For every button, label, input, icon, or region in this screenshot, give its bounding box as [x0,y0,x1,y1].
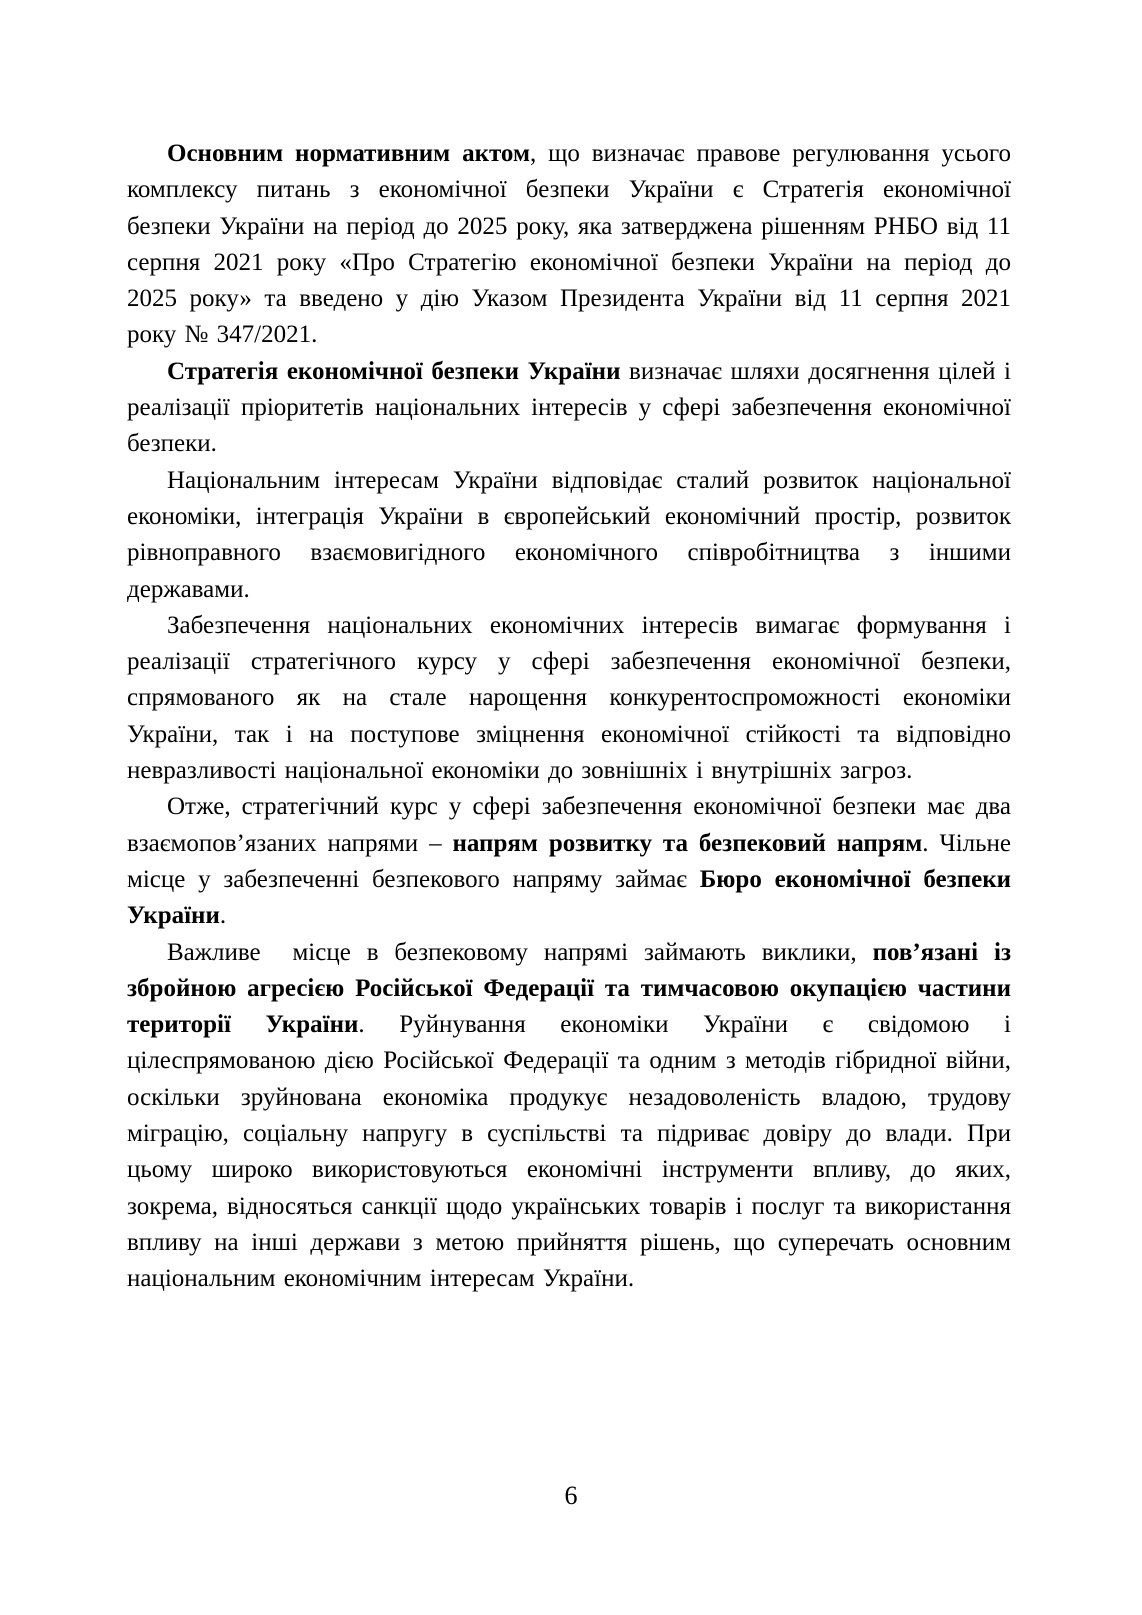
text-run: . Руйнування економіки України є свідомою і цілеспрямованою дією Російської Федерації та одним з методів гібридної війни, оскільки зруйнована економіка продукує незадоволеність владою, трудову міграцію, соціальну напругу в суспільстві та підриває довіру до влади. При цьому широко використовуються економічні інструменти впливу, до яких, зокрема, відносяться санкції щодо українських товарів і послуг та використання впливу на інші держави з метою прийняття рішень, що суперечать основним національним економічним інтересам України. [127,1011,1011,1293]
paragraph-3 [127,463,1011,608]
paragraph-2 [127,354,1011,463]
text-run: Забезпечення національних економічних інтересів вимагає формування і реалізації стратегічного курсу у сфері забезпечення економічної безпеки, спрямованого як на стале нарощення конкурентоспроможності економіки України, так і на поступове зміцнення економічної стійкості та відповідно невразливості національної економіки до зовнішніх і внутрішніх загроз. [127,611,1011,785]
paragraph-1 [127,136,1011,354]
bold-text-run: Бюро економічної безпеки України [127,865,1012,930]
text-run: Отже, стратегічний курс у сфері забезпечення економічної безпеки має два взаємопов’язаних напрями – [127,793,1011,857]
text-run: Національним інтересам України відповідає сталий розвиток національної економіки, інтеграція України в європейський економічний простір, розвиток рівноправного взаємовигідного економічного співробітництва з іншими державами. [127,466,1011,603]
page-number: 6 [564,1481,578,1510]
bold-text-run: Стратегія економічної безпеки України [167,357,621,385]
bold-text-run: пов’язані із збройною агресією Російської Федерації та тимчасовою окупацією частини території України [127,938,1011,1039]
paragraph-6 [127,935,1011,1298]
paragraph-5 [127,789,1011,934]
page-body [127,136,1011,1298]
paragraph-4 [127,608,1011,789]
text-run: , що визначає правове регулювання усього комплексу питань з економічної безпеки України є Стратегія економічної безпеки України на період до 2025 року, яка затверджена рішенням РНБО від 11 серпня 2021 року «Про Стратегію економічної безпеки України на період до 2025 року» та введено у дію Указом Президента України від 11 серпня 2021 року № 347/2021. [127,140,1012,349]
bold-text-run: Основним нормативним актом [167,140,530,167]
text-run: . [219,902,227,930]
text-run: Важливе місце в безпековому напрямі займають виклики, [167,938,873,966]
text-run: . Чільне місце у забезпеченні безпекового напряму займає [127,829,1011,893]
text-run: визначає шляхи досягнення цілей і реалізації пріоритетів національних інтересів у сфері забезпечення економічної безпеки. [127,357,1011,458]
bold-text-run: напрям розвитку та безпековий напрям [452,829,923,857]
